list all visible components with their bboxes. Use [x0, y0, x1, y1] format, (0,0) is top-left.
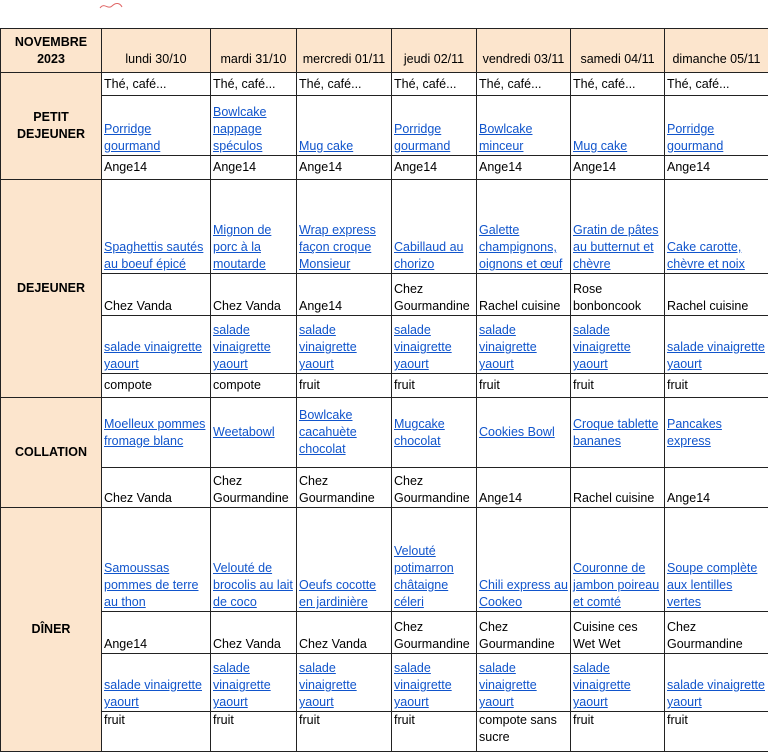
day-header: vendredi 03/11	[477, 29, 571, 73]
author-name: Ange14	[394, 159, 474, 176]
recipe-link[interactable]: Moelleux pommes fromage blanc	[104, 416, 208, 450]
recipe-link[interactable]: salade vinaigrette yaourt	[667, 339, 766, 373]
item-text: fruit	[667, 712, 766, 729]
recipe-link[interactable]: Porridge gourmand	[394, 121, 474, 155]
dejeuner-authors-row	[1, 274, 768, 316]
diner-sides-cell	[297, 654, 392, 712]
diner-desserts-cell	[665, 712, 768, 752]
diner-recipes-row	[1, 508, 768, 612]
item-text: Thé, café...	[479, 76, 568, 93]
recipe-link[interactable]: salade vinaigrette yaourt	[573, 660, 662, 711]
recipe-link[interactable]: Mug cake	[299, 138, 389, 155]
meal-label-petit_dejeuner: PETIT DEJEUNER	[1, 73, 102, 180]
dejeuner-sides-cell	[665, 316, 768, 374]
author-name: Ange14	[667, 159, 766, 176]
author-name: Chez Vanda	[213, 298, 294, 315]
dejeuner-sides-cell	[392, 316, 477, 374]
collation-recipes-cell	[477, 398, 571, 468]
recipe-link[interactable]: Spaghettis sautés au boeuf épicé	[104, 239, 208, 273]
author-name: Chez Vanda	[213, 636, 294, 653]
collation-recipes-cell	[665, 398, 768, 468]
collation-recipes-cell	[571, 398, 665, 468]
dejeuner-authors-cell	[297, 274, 392, 316]
day-header: jeudi 02/11	[392, 29, 477, 73]
day-header: mardi 31/10	[211, 29, 297, 73]
recipe-link[interactable]: Velouté potimarron châtaigne céleri	[394, 543, 474, 611]
dejeuner-sides-cell	[211, 316, 297, 374]
diner-authors-cell	[392, 612, 477, 654]
petit_dejeuner-drinks-cell	[392, 73, 477, 96]
item-text: compote	[104, 377, 208, 394]
collation-recipes-cell	[211, 398, 297, 468]
author-name: Rachel cuisine	[479, 298, 568, 315]
dejeuner-desserts-cell	[571, 374, 665, 398]
day-header: mercredi 01/11	[297, 29, 392, 73]
diner-recipes-cell	[477, 508, 571, 612]
dejeuner-authors-cell	[477, 274, 571, 316]
item-text: Thé, café...	[299, 76, 389, 93]
author-name: Chez Gourmandine	[394, 281, 474, 315]
dejeuner-recipes-cell	[571, 180, 665, 274]
recipe-link[interactable]: Wrap express façon croque Monsieur	[299, 222, 389, 273]
diner-recipes-cell	[297, 508, 392, 612]
dejeuner-desserts-row	[1, 374, 768, 398]
recipe-link[interactable]: Chili express au Cookeo	[479, 577, 568, 611]
collation-authors-cell	[102, 468, 211, 508]
recipe-link[interactable]: Bowlcake minceur	[479, 121, 568, 155]
recipe-link[interactable]: Gratin de pâtes au butternut et chèvre	[573, 222, 662, 273]
diner-desserts-row	[1, 712, 768, 752]
dejeuner-recipes-cell	[102, 180, 211, 274]
diner-sides-cell	[477, 654, 571, 712]
item-text: Thé, café...	[394, 76, 474, 93]
recipe-link[interactable]: salade vinaigrette yaourt	[104, 677, 208, 711]
item-text: fruit	[667, 377, 766, 394]
recipe-link[interactable]: Croque tablette bananes	[573, 416, 662, 450]
dejeuner-authors-cell	[665, 274, 768, 316]
logo-fragment-icon	[96, 0, 136, 12]
item-text: fruit	[299, 377, 389, 394]
diner-sides-row	[1, 654, 768, 712]
petit_dejeuner-authors-cell	[665, 156, 768, 180]
recipe-link[interactable]: salade vinaigrette yaourt	[299, 322, 389, 373]
dejeuner-recipes-cell	[665, 180, 768, 274]
petit_dejeuner-drinks-cell	[297, 73, 392, 96]
collation-recipes-row	[1, 398, 768, 468]
recipe-link[interactable]: Bowlcake nappage spéculos	[213, 104, 294, 155]
recipe-link[interactable]: Couronne de jambon poireau et comté	[573, 560, 662, 611]
diner-authors-cell	[571, 612, 665, 654]
recipe-link[interactable]: Cabillaud au chorizo	[394, 239, 474, 273]
recipe-link[interactable]: salade vinaigrette yaourt	[213, 660, 294, 711]
petit_dejeuner-authors-cell	[392, 156, 477, 180]
diner-authors-cell	[102, 612, 211, 654]
author-name: Rose bonboncook	[573, 281, 662, 315]
collation-authors-cell	[211, 468, 297, 508]
dejeuner-recipes-cell	[477, 180, 571, 274]
recipe-link[interactable]: Cookies Bowl	[479, 424, 568, 441]
recipe-link[interactable]: Velouté de brocolis au lait de coco	[213, 560, 294, 611]
petit_dejeuner-authors-cell	[211, 156, 297, 180]
petit_dejeuner-authors-cell	[102, 156, 211, 180]
dejeuner-recipes-cell	[392, 180, 477, 274]
item-text: fruit	[213, 712, 294, 729]
author-name: Cuisine ces Wet Wet	[573, 619, 662, 653]
item-text: fruit	[479, 377, 568, 394]
diner-authors-row	[1, 612, 768, 654]
collation-authors-cell	[477, 468, 571, 508]
author-name: Chez Gourmandine	[394, 473, 474, 507]
dejeuner-desserts-cell	[392, 374, 477, 398]
item-text: fruit	[394, 712, 474, 729]
diner-authors-cell	[211, 612, 297, 654]
author-name: Ange14	[299, 159, 389, 176]
petit_dejeuner-authors-cell	[477, 156, 571, 180]
day-header: samedi 04/11	[571, 29, 665, 73]
meal-label-collation: COLLATION	[1, 398, 102, 508]
diner-recipes-cell	[571, 508, 665, 612]
recipe-link[interactable]: salade vinaigrette yaourt	[479, 660, 568, 711]
petit_dejeuner-recipes-cell	[665, 96, 768, 156]
dejeuner-recipes-cell	[297, 180, 392, 274]
dejeuner-sides-cell	[297, 316, 392, 374]
author-name: Rachel cuisine	[667, 298, 766, 315]
dejeuner-sides-cell	[477, 316, 571, 374]
author-name: Ange14	[104, 636, 208, 653]
recipe-link[interactable]: Porridge gourmand	[667, 121, 766, 155]
diner-recipes-cell	[665, 508, 768, 612]
diner-authors-cell	[477, 612, 571, 654]
header-row	[1, 29, 768, 73]
author-name: Ange14	[213, 159, 294, 176]
recipe-link[interactable]: Samoussas pommes de terre au thon	[104, 560, 208, 611]
petit_dejeuner-drinks-row	[1, 73, 768, 96]
author-name: Chez Vanda	[299, 636, 389, 653]
month-title: NOVEMBRE 2023	[1, 29, 102, 73]
petit_dejeuner-authors-cell	[571, 156, 665, 180]
recipe-link[interactable]: Cake carotte, chèvre et noix	[667, 239, 766, 273]
diner-sides-cell	[392, 654, 477, 712]
dejeuner-authors-cell	[102, 274, 211, 316]
collation-authors-cell	[571, 468, 665, 508]
diner-desserts-cell	[392, 712, 477, 752]
diner-desserts-cell	[211, 712, 297, 752]
day-header: lundi 30/10	[102, 29, 211, 73]
item-text: Thé, café...	[213, 76, 294, 93]
author-name: Ange14	[479, 159, 568, 176]
diner-desserts-cell	[102, 712, 211, 752]
dejeuner-recipes-cell	[211, 180, 297, 274]
recipe-link[interactable]: Pancakes express	[667, 416, 766, 450]
petit_dejeuner-drinks-cell	[102, 73, 211, 96]
recipe-link[interactable]: Bowlcake cacahuète chocolat	[299, 407, 389, 458]
author-name: Ange14	[479, 490, 568, 507]
petit_dejeuner-recipes-cell	[392, 96, 477, 156]
meal-plan-table	[0, 28, 768, 752]
dejeuner-authors-cell	[392, 274, 477, 316]
petit_dejeuner-recipes-cell	[571, 96, 665, 156]
author-name: Chez Gourmandine	[394, 619, 474, 653]
item-text: compote	[213, 377, 294, 394]
dejeuner-authors-cell	[211, 274, 297, 316]
meal-label-dejeuner: DEJEUNER	[1, 180, 102, 398]
recipe-link[interactable]: Soupe complète aux lentilles vertes	[667, 560, 766, 611]
petit_dejeuner-authors-cell	[297, 156, 392, 180]
petit_dejeuner-recipes-row	[1, 96, 768, 156]
collation-recipes-cell	[102, 398, 211, 468]
diner-recipes-cell	[392, 508, 477, 612]
item-text: compote sans sucre	[479, 712, 568, 746]
author-name: Chez Vanda	[104, 298, 208, 315]
diner-authors-cell	[297, 612, 392, 654]
recipe-link[interactable]: salade vinaigrette yaourt	[573, 322, 662, 373]
item-text: fruit	[299, 712, 389, 729]
recipe-link[interactable]: salade vinaigrette yaourt	[299, 660, 389, 711]
petit_dejeuner-drinks-cell	[571, 73, 665, 96]
meal-label-diner: DÎNER	[1, 508, 102, 752]
author-name: Chez Gourmandine	[213, 473, 294, 507]
dejeuner-sides-row	[1, 316, 768, 374]
item-text: Thé, café...	[104, 76, 208, 93]
dejeuner-authors-cell	[571, 274, 665, 316]
recipe-link[interactable]: salade vinaigrette yaourt	[213, 322, 294, 373]
recipe-link[interactable]: salade vinaigrette yaourt	[104, 339, 208, 373]
diner-sides-cell	[102, 654, 211, 712]
collation-authors-cell	[297, 468, 392, 508]
collation-authors-row	[1, 468, 768, 508]
author-name: Ange14	[573, 159, 662, 176]
diner-sides-cell	[571, 654, 665, 712]
recipe-link[interactable]: Mignon de porc à la moutarde	[213, 222, 294, 273]
author-name: Chez Gourmandine	[479, 619, 568, 653]
petit_dejeuner-recipes-cell	[102, 96, 211, 156]
recipe-link[interactable]: salade vinaigrette yaourt	[394, 322, 474, 373]
author-name: Ange14	[104, 159, 208, 176]
dejeuner-desserts-cell	[665, 374, 768, 398]
recipe-link[interactable]: salade vinaigrette yaourt	[667, 677, 766, 711]
author-name: Chez Vanda	[104, 490, 208, 507]
petit_dejeuner-authors-row	[1, 156, 768, 180]
diner-sides-cell	[665, 654, 768, 712]
author-name: Ange14	[667, 490, 766, 507]
day-header: dimanche 05/11	[665, 29, 768, 73]
recipe-link[interactable]: Oeufs cocotte en jardinière	[299, 577, 389, 611]
petit_dejeuner-recipes-cell	[477, 96, 571, 156]
recipe-link[interactable]: salade vinaigrette yaourt	[479, 322, 568, 373]
author-name: Chez Gourmandine	[299, 473, 389, 507]
dejeuner-desserts-cell	[102, 374, 211, 398]
collation-authors-cell	[665, 468, 768, 508]
recipe-link[interactable]: Galette champignons, oignons et œuf	[479, 222, 568, 273]
recipe-link[interactable]: Porridge gourmand	[104, 121, 208, 155]
diner-desserts-cell	[477, 712, 571, 752]
recipe-link[interactable]: Mugcake chocolat	[394, 416, 474, 450]
item-text: fruit	[394, 377, 474, 394]
petit_dejeuner-drinks-cell	[665, 73, 768, 96]
petit_dejeuner-drinks-cell	[477, 73, 571, 96]
diner-authors-cell	[665, 612, 768, 654]
petit_dejeuner-recipes-cell	[211, 96, 297, 156]
dejeuner-desserts-cell	[297, 374, 392, 398]
item-text: fruit	[573, 712, 662, 729]
collation-recipes-cell	[297, 398, 392, 468]
diner-sides-cell	[211, 654, 297, 712]
dejeuner-desserts-cell	[477, 374, 571, 398]
diner-recipes-cell	[102, 508, 211, 612]
dejeuner-recipes-row	[1, 180, 768, 274]
recipe-link[interactable]: Mug cake	[573, 138, 662, 155]
diner-recipes-cell	[211, 508, 297, 612]
author-name: Chez Gourmandine	[667, 619, 766, 653]
item-text: fruit	[104, 712, 208, 729]
diner-desserts-cell	[297, 712, 392, 752]
diner-desserts-cell	[571, 712, 665, 752]
collation-recipes-cell	[392, 398, 477, 468]
item-text: fruit	[573, 377, 662, 394]
dejeuner-desserts-cell	[211, 374, 297, 398]
item-text: Thé, café...	[573, 76, 662, 93]
petit_dejeuner-drinks-cell	[211, 73, 297, 96]
recipe-link[interactable]: salade vinaigrette yaourt	[394, 660, 474, 711]
dejeuner-sides-cell	[571, 316, 665, 374]
item-text: Thé, café...	[667, 76, 766, 93]
collation-authors-cell	[392, 468, 477, 508]
author-name: Ange14	[299, 298, 389, 315]
recipe-link[interactable]: Weetabowl	[213, 424, 294, 441]
petit_dejeuner-recipes-cell	[297, 96, 392, 156]
author-name: Rachel cuisine	[573, 490, 662, 507]
dejeuner-sides-cell	[102, 316, 211, 374]
